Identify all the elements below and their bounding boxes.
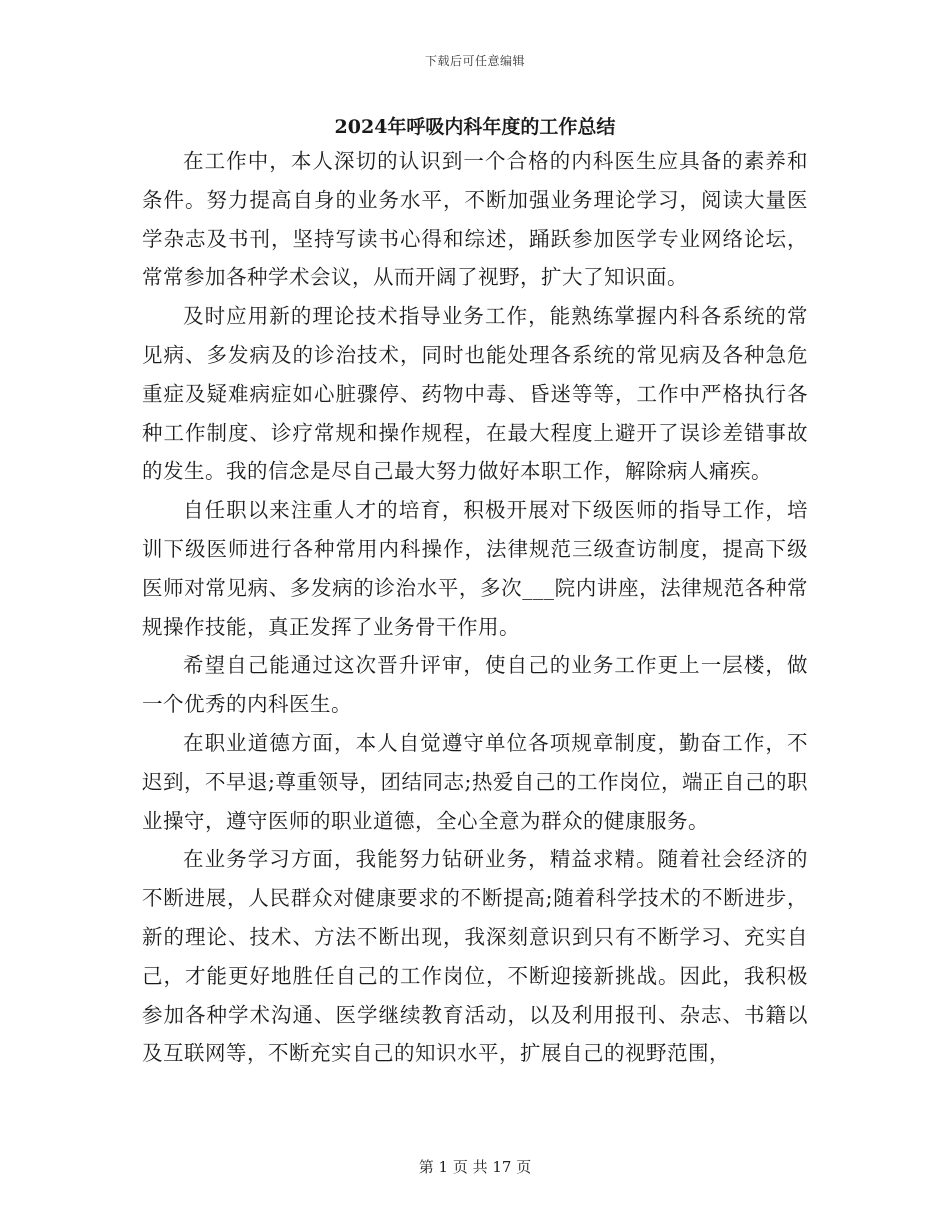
document-body	[142, 142, 808, 1073]
paragraph: 希望自己能通过这次晋升评审，使自己的业务工作更上一层楼，做一个优秀的内科医生。	[142, 653, 808, 717]
page-number: 第 1 页 共 17 页	[418, 1158, 532, 1176]
paragraph: 在工作中，本人深切的认识到一个合格的内科医生应具备的素养和条件。努力提高自身的业务水平，不断加强业务理论学习，阅读大量医学杂志及书刊，坚持写读书心得和综述，踊跃参加医学专业网络论坛，常常参加各种学术会议，从而开阔了视野，扩大了知识面。	[142, 149, 808, 290]
paragraph: 在业务学习方面，我能努力钻研业务，精益求精。随着社会经济的不断进展，人民群众对健康要求的不断提高;随着科学技术的不断进步，新的理论、技术、方法不断出现，我深刻意识到只有不断学习、充实自己，才能更好地胜任自己的工作岗位，不断迎接新挑战。因此，我积极参加各种学术沟通、医学继续教育活动，以及利用报刊、杂志、书籍以及互联网等，不断充实自己的知识水平，扩展自己的视野范围，	[142, 847, 808, 1066]
paragraph: 在职业道德方面，本人自觉遵守单位各项规章制度，勤奋工作，不迟到，不早退;尊重领导，团结同志;热爱自己的工作岗位，端正自己的职业操守，遵守医师的职业道德，全心全意为群众的健康服务。	[142, 730, 808, 833]
paragraph: 自任职以来注重人才的培育，积极开展对下级医师的指导工作，培训下级医师进行各种常用内科操作，法律规范三级查访制度，提高下级医师对常见病、多发病的诊治水平，多次___院内讲座，法律规范各种常规操作技能，真正发挥了业务骨干作用。	[142, 498, 808, 639]
paragraph: 及时应用新的理论技术指导业务工作，能熟练掌握内科各系统的常见病、多发病及的诊治技术，同时也能处理各系统的常见病及各种急危重症及疑难病症如心脏骤停、药物中毒、昏迷等等，工作中严格执行各种工作制度、诊疗常规和操作规程，在最大程度上避开了误诊差错事故的发生。我的信念是尽自己最大努力做好本职工作，解除病人痛疾。	[142, 304, 808, 484]
download-edit-note: 下载后可任意编辑	[424, 54, 525, 68]
document-title: 2024年呼吸内科年度的工作总结	[334, 116, 616, 138]
